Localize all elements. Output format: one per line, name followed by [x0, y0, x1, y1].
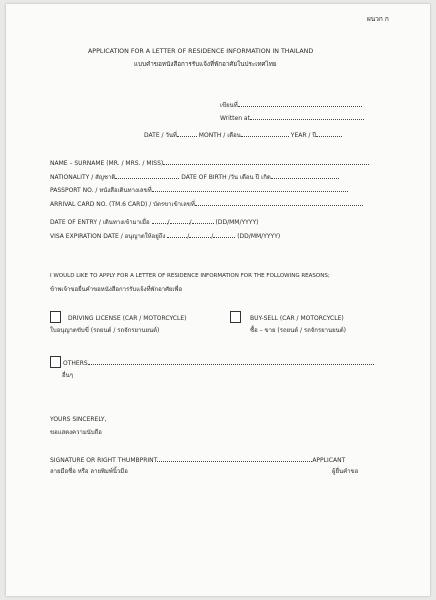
- reasons-intro-th: ข้าพเจ้าขอยื่นคำขอหนังสือการรับแจ้งที่พักอาศัยเพื่อ: [50, 286, 183, 293]
- entry-year-field[interactable]: [192, 218, 214, 224]
- yours-sincerely-en: YOURS SINCERELY,: [50, 416, 107, 423]
- arrival-card-field[interactable]: [195, 200, 363, 206]
- others-label-en: OTHERS: [63, 360, 88, 367]
- title-th: แบบคำขอหนังสือการรับแจ้งที่พักอาศัยในประเทศไทย: [134, 61, 277, 68]
- entry-date-label: DATE OF ENTRY / เดินทางเข้ามาเมื่อ: [50, 219, 150, 226]
- others-checkbox[interactable]: [50, 356, 61, 368]
- nationality-field[interactable]: [115, 173, 179, 179]
- date-day-field[interactable]: [177, 131, 197, 137]
- yours-sincerely-th: ขอแสดงความนับถือ: [50, 429, 102, 436]
- written-at-th-row: [220, 101, 362, 109]
- visa-exp-row: VISA EXPIRATION DATE / อนุญาตให้อยู่ถึง / / (DD/MM/YYYY): [50, 233, 281, 240]
- buy-sell-label-th: ซื้อ – ขาย (รถยนต์ / รถจักรยานยนต์): [250, 327, 346, 334]
- annex-label: ผนวก ก: [367, 15, 389, 23]
- title-en: APPLICATION FOR A LETTER OF RESIDENCE INFORMATION IN THAILAND: [88, 48, 314, 55]
- passport-label: PASSPORT NO. / หนังสือเดินทางเลขที่: [50, 187, 152, 194]
- year-label: YEAR / ปี: [290, 132, 317, 139]
- others-label-th: อื่นๆ: [62, 372, 73, 379]
- date-row: [144, 131, 342, 139]
- passport-row: [50, 186, 348, 194]
- applicant-label-th: ผู้ยื่นคำขอ: [332, 468, 359, 475]
- buy-sell-label-en: BUY-SELL (CAR / MOTORCYCLE): [250, 315, 344, 322]
- others-row: [63, 359, 374, 367]
- signature-row: [50, 456, 345, 464]
- dob-field[interactable]: [271, 173, 339, 179]
- nationality-label: NATIONALITY / สัญชาติ: [50, 174, 116, 181]
- entry-date-format: (DD/MM/YYYY): [215, 219, 259, 226]
- date-label: DATE / วันที่: [144, 132, 177, 139]
- written-at-en-field[interactable]: [250, 114, 364, 120]
- buy-sell-checkbox[interactable]: [230, 311, 241, 323]
- written-at-en-row: [220, 114, 364, 122]
- entry-month-field[interactable]: [170, 218, 190, 224]
- written-at-en-label: Written at: [220, 115, 250, 122]
- driving-license-label-th: ใบอนุญาตขับขี่ (รถยนต์ / รถจักรยานยนต์): [50, 327, 160, 334]
- visa-day-field[interactable]: [167, 232, 187, 238]
- form-page: [6, 4, 430, 596]
- date-year-field[interactable]: [316, 131, 342, 137]
- reasons-intro-en: I WOULD LIKE TO APPLY FOR A LETTER OF RESIDENCE INFORMATION FOR THE FOLLOWING REASONS;: [50, 273, 330, 279]
- driving-license-label-en: DRIVING LICENSE (CAR / MOTORCYCLE): [68, 315, 187, 322]
- visa-month-field[interactable]: [189, 232, 211, 238]
- others-field[interactable]: [88, 359, 374, 365]
- nationality-dob-row: [50, 173, 339, 181]
- signature-field[interactable]: [157, 456, 312, 462]
- name-label: NAME – SURNAME (MR. / MRS. / MISS): [50, 160, 164, 167]
- name-field[interactable]: [163, 159, 369, 165]
- applicant-label-en: APPLICANT: [312, 457, 346, 464]
- date-month-field[interactable]: [241, 131, 289, 137]
- dob-label: DATE OF BIRTH /วัน เดือน ปี เกิด: [181, 174, 271, 181]
- passport-field[interactable]: [152, 186, 348, 192]
- visa-exp-format: (DD/MM/YYYY): [237, 233, 281, 240]
- arrival-card-row: [50, 200, 363, 208]
- signature-label-th: ลายมือชื่อ หรือ ลายพิมพ์นิ้วมือ: [50, 468, 128, 475]
- visa-year-field[interactable]: [213, 232, 235, 238]
- signature-label-en: SIGNATURE OR RIGHT THUMBPRINT: [50, 457, 158, 464]
- name-row: [50, 159, 369, 167]
- written-at-th-label: เขียนที่: [220, 102, 238, 109]
- driving-license-checkbox[interactable]: [50, 311, 61, 323]
- month-label: MONTH / เดือน: [198, 132, 241, 139]
- arrival-card-label: ARRIVAL CARD NO. (TM.6 CARD) / บัตรขาเข้าเลขที่: [50, 201, 195, 208]
- visa-exp-label: VISA EXPIRATION DATE / อนุญาตให้อยู่ถึง: [50, 233, 166, 240]
- written-at-th-field[interactable]: [238, 101, 362, 107]
- entry-date-row: DATE OF ENTRY / เดินทางเข้ามาเมื่อ / / (DD/MM/YYYY): [50, 219, 259, 226]
- entry-day-field[interactable]: [152, 218, 168, 224]
